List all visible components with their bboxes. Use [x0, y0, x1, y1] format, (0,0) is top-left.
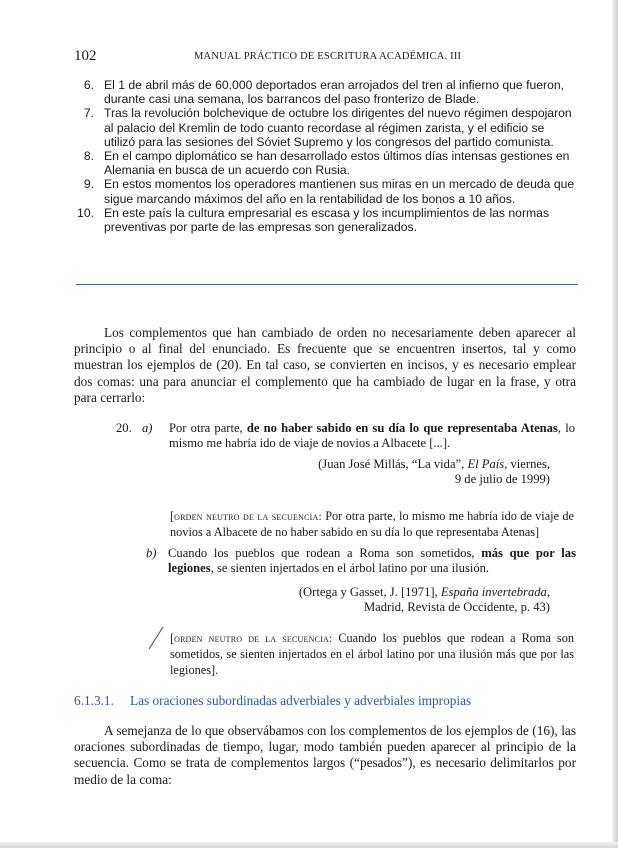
list-item	[74, 149, 578, 177]
example-text-suffix: , se sienten injertados en el árbol latino por una ilusión.	[210, 561, 490, 576]
note-label: orden neutro de la secuencia:	[174, 511, 322, 523]
example-highlight: de no haber sabido en su día lo que representaba Atenas	[246, 421, 558, 435]
exercise-sentence-list	[74, 78, 578, 234]
note-text: Cuando los pueblos que rodean a Roma son sometidos, se sienten injertados en el árbol latino por una ilusión más que por las legiones].	[170, 631, 574, 677]
list-item-text: En el campo diplomático se han desarrollado estos últimos días intensas gestiones en Alemania en busca de un acuerdo con Rusia.	[104, 149, 570, 178]
section-divider-rule	[76, 284, 578, 285]
citation-publisher: Madrid, Revista de Occidente, p. 43)	[363, 600, 550, 615]
neutral-order-note: [orden neutro de la secuencia: Por otra parte, lo mismo me habría ido de viaje de novios a Albacete de no haber sabido en su día lo que representaba Atenas]	[170, 509, 574, 540]
list-item	[74, 177, 578, 205]
example-text-prefix: Cuando los pueblos que rodean a Roma son sometidos,	[168, 546, 482, 560]
citation-text: , viernes,	[504, 457, 550, 471]
citation-date: 9 de julio de 1999)	[454, 472, 550, 487]
example-text	[169, 421, 575, 452]
list-item-text: En estos momentos los operadores mantienen sus miras en un mercado de deuda que sigue marcando máximos del año en la rentabilidad de los bonos a 10 años.	[104, 177, 575, 206]
body-paragraph: A semejanza de lo que observábamos con los complementos de los ejemplos de (16), las oraciones subordinadas de tiempo, lugar, modo también pueden aparecer al principio de la secuencia. Como se trata de complementos largos (“pesados”), es necesario delimitarlos por medio de la coma:	[74, 723, 576, 787]
scan-edge-shadow	[0, 842, 618, 848]
list-item	[74, 78, 578, 106]
scan-edge-shadow	[612, 0, 618, 848]
section-title: Las oraciones subordinadas adverbiales y adverbiales impropias	[130, 693, 472, 708]
note-label: orden neutro de la secuencia:	[174, 633, 333, 645]
list-item-number: 9.	[83, 177, 94, 192]
neutral-order-note: [orden neutro de la secuencia: Cuando los pueblos que rodean a Roma son sometidos, se sienten injertados en el árbol latino por una ilusión más que por las legiones].	[170, 631, 574, 677]
page-number: 102	[74, 48, 97, 64]
page-header	[74, 48, 574, 68]
example-text	[168, 546, 576, 577]
list-item-text: Tras la revolución bolchevique de octubre los dirigentes del nuevo régimen despojaron al palacio del Kremlin de todo cuanto recordase al régimen zarista, y el edificio se utilizó para las sesiones del Sóviet Supremo y los congresos del partido comunista.	[104, 106, 572, 149]
example-citation	[250, 585, 550, 616]
list-item-number: 10.	[77, 205, 94, 220]
example-letter: b)	[146, 546, 157, 560]
example-text-suffix: , lo mismo me habría ido de viaje de novios a Albacete [...].	[169, 421, 575, 451]
body-paragraph: Los complementos que han cambiado de orden no necesariamente deben aparecer al principio o al final del enunciado. Es frecuente que se encuentren insertos, tal y como muestran los ejemplos de (20). En tal caso, se convierten en incisos, y es necesario emplear dos comas: una para anunciar el complemento que ha cambiado de lugar en la frase, y otra para cerrarlo:	[74, 325, 576, 405]
example-citation	[290, 457, 550, 488]
example-number: 20.	[116, 421, 132, 435]
section-heading	[74, 693, 574, 709]
running-title: MANUAL PRÁCTICO DE ESCRITURA ACADÉMICA. III	[194, 51, 462, 62]
citation-source: El País	[467, 457, 505, 471]
list-item	[74, 106, 578, 149]
example-letter: a)	[142, 421, 153, 435]
citation-text: (Ortega y Gasset, J. [1971],	[298, 585, 441, 599]
list-item-number: 6.	[83, 78, 94, 92]
citation-source: España invertebrada	[440, 585, 547, 599]
example-highlight: más que por las legiones	[168, 546, 576, 576]
list-item-number: 8.	[83, 149, 94, 164]
pen-stroke-mark	[146, 625, 166, 651]
list-item-number: 7.	[83, 106, 94, 121]
citation-text: (Juan José Millás, “La vida”,	[318, 457, 468, 471]
citation-text: ,	[546, 585, 550, 599]
section-number: 6.1.3.1.	[74, 693, 114, 708]
list-item-text: El 1 de abril más de 60.000 deportados eran arrojados del tren al infierno que fueron, durante casi una semana, los barrancos del paso fronterizo de Blade.	[104, 78, 565, 107]
list-item	[74, 206, 578, 234]
note-text: Por otra parte, lo mismo me habría ido de viaje de novios a Albacete de no haber sabido en su día lo que representaba Atenas]	[170, 509, 574, 540]
example-text-prefix: Por otra parte,	[169, 421, 247, 435]
list-item-text: En este país la cultura empresarial es escasa y los incumplimientos de las normas preventivas por parte de las empresas son generalizados.	[104, 205, 550, 235]
